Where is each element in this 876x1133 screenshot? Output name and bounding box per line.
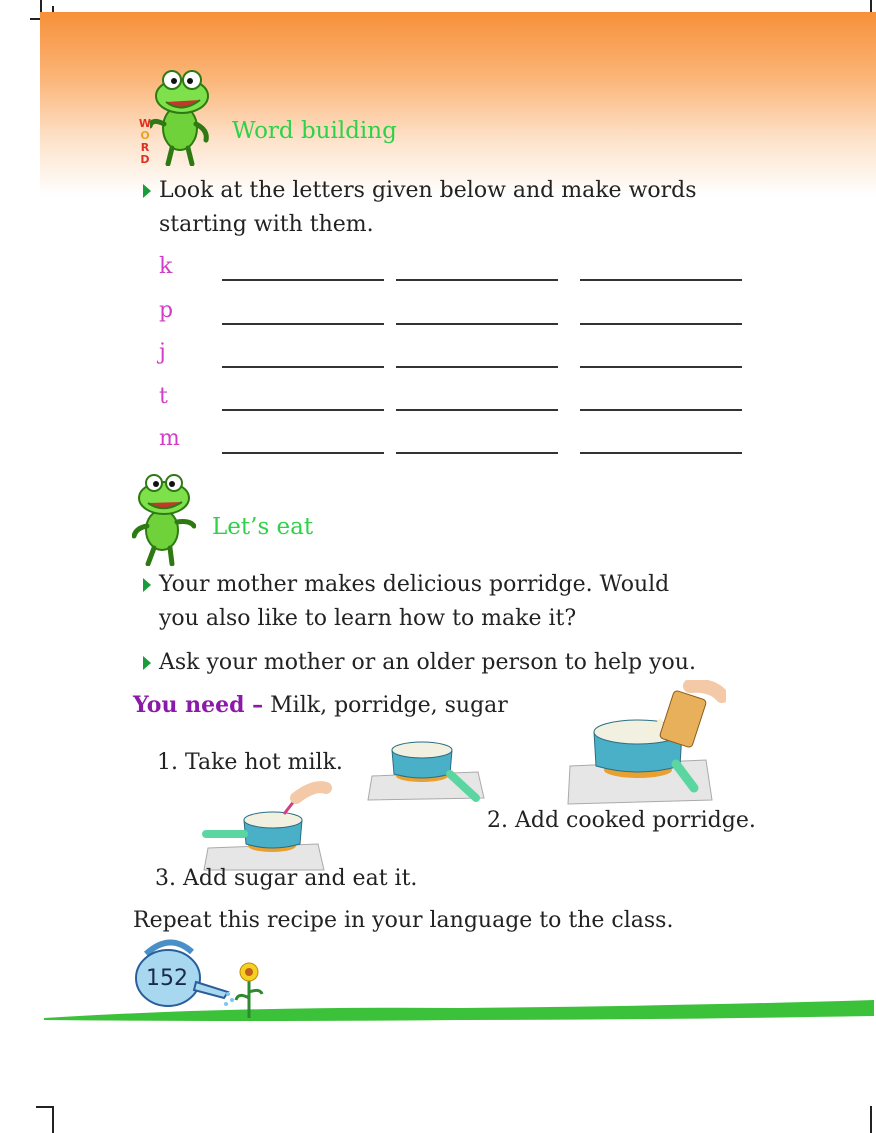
crop-mark [52, 1106, 54, 1133]
bullet-porridge: Your mother makes delicious porridge. Would you also like to learn how to make it? [159, 572, 670, 631]
bullet-arrow-icon [143, 578, 151, 592]
instruction-text: Look at the letters given below and make words starting with them. [159, 178, 697, 237]
letter-t: t [159, 384, 168, 409]
hot-milk-pan-illustration [366, 728, 488, 804]
answer-blank[interactable] [222, 409, 384, 411]
answer-blank[interactable] [396, 323, 558, 325]
answer-blank[interactable] [222, 452, 384, 454]
bullet-ask-help: Ask your mother or an older person to help you. [159, 650, 696, 675]
you-need-label: You need – [133, 692, 264, 718]
letter-p: p [159, 298, 174, 323]
page-number: 152 [146, 966, 188, 991]
add-sugar-illustration [198, 780, 336, 872]
letter-k: k [159, 254, 173, 279]
bullet-arrow-icon [143, 656, 151, 670]
letter-m: m [159, 426, 180, 451]
answer-blank[interactable] [396, 279, 558, 281]
answer-blank[interactable] [580, 452, 742, 454]
answer-blank[interactable] [396, 409, 558, 411]
answer-blank[interactable] [580, 366, 742, 368]
you-need-line [133, 692, 508, 718]
answer-blank[interactable] [580, 279, 742, 281]
answer-blank[interactable] [580, 409, 742, 411]
section-title-lets-eat: Let’s eat [212, 514, 314, 540]
letter-j: j [159, 340, 166, 365]
you-need-items: Milk, porridge, sugar [270, 693, 508, 718]
answer-blank[interactable] [396, 452, 558, 454]
step-2: 2. Add cooked porridge. [487, 808, 756, 833]
frog-pointing-icon [150, 66, 216, 166]
step-1: 1. Take hot milk. [157, 750, 343, 775]
answer-blank[interactable] [222, 323, 384, 325]
flower-icon [234, 962, 264, 1018]
frog-icon [132, 470, 196, 566]
crop-mark [870, 1106, 872, 1133]
answer-blank[interactable] [222, 366, 384, 368]
porridge-pouring-illustration [566, 680, 726, 806]
answer-blank[interactable] [222, 279, 384, 281]
word-icon-text: W O R D [138, 117, 152, 166]
bullet-arrow-icon [143, 184, 151, 198]
closing-instruction: Repeat this recipe in your language to the class. [133, 908, 674, 933]
answer-blank[interactable] [580, 323, 742, 325]
step-3: 3. Add sugar and eat it. [155, 866, 418, 891]
answer-blank[interactable] [396, 366, 558, 368]
section-title-word-building: Word building [232, 118, 397, 144]
